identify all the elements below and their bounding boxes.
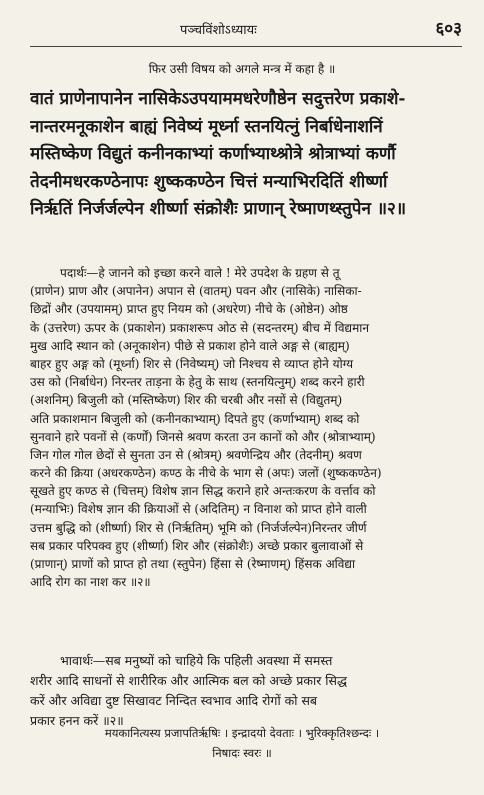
bhavartha-line: शरीर आदि साधनों से शारीरिक और आत्मिक बल को अच्छे प्रकार सिद्ध [30,673,347,688]
padartha-line: (प्राणेन) प्राण और (अपानेन) अपान से (वातम्) पवन और (नासिके) नासिका- [30,284,362,299]
mantra-line: तेदनीमधरकण्ठेनापः शुष्ककण्ठेन चित्तं मन्याभिरदितिं शीर्ष्णा [30,171,388,192]
padartha-line: सुनवाने हारे पवनों से (कर्णों) जिनसे श्रवण करता उन कानों को और (श्रोत्राभ्याम्) [30,429,376,444]
padartha-block [30,264,462,591]
padartha-line: उस को (निर्बाधेन) निरन्तर ताड़ना के हेतु के साथ (स्तनयित्नुम्) शब्द करने हारी [30,375,365,390]
mantra-line: नान्तरमनूकाशेन बाह्यं निवेष्यं मूर्ध्ना स्तनयित्नुं निर्बाधेनाशनिं [30,116,383,137]
padartha-line: सब प्रकार परिपक्व हुए (शीर्ष्णा) शिर और (संक्रोशैः) अच्छे प्रकार बुलावाओं से [30,538,364,553]
padartha-line: सूखते हुए कण्ठ से (चित्तम्) विशेष ज्ञान सिद्ध कराने हारे अन्तःकरण के वर्त्ताव को [30,484,376,499]
padartha-line: छिद्रों और (उपयामम्) प्राप्त हुए नियम को (अधरेण) नीचे के (ओष्ठेन) ओष्ठ [30,302,348,317]
mantra-block [30,86,462,224]
page-number: ६०३ [435,19,462,39]
padartha-line: करने की क्रिया (अधरकण्ठेन) कण्ठ के नीचे के भाग से (अपः) जलों (शुष्ककण्ठेन) [30,466,382,481]
padartha-line: आदि रोग का नाश कर ॥२॥ [30,575,151,590]
bhavartha-line: करें और अविद्या दुष्ट सिखावट निन्दित स्वभाव आदि रोगों को सब [30,693,318,708]
padartha-line: (प्राणान्) प्राणों को प्राप्त हो तथा (स्तुपेन) हिंसा से (रेष्माणम्) हिंसक अविद्या [30,557,356,571]
padartha-line: मुख आदि स्थान को (अनूकाशेन) पीछे से प्रकाश होने वाले अङ्ग से (बाह्यम्) [30,338,350,353]
bhavartha-line: प्रकार हनन करें ॥२॥ [30,713,124,728]
svara-line: निषादः स्वरः ॥ [212,746,272,760]
intro-line: फिर उसी विषय को अगले मन्त्र में कहा है ॥ [148,62,336,76]
padartha-line: बाहर हुए अङ्ग को (मूर्ध्ना) शिर से (निवेष्यम्) जो निश्चय से व्याप्त होने योग्य [30,356,354,371]
padartha-line: (अशनिम्) बिजुली को (मस्तिष्केण) शिर की चरबी और नसों से (विद्युतम्) [30,393,343,408]
rishi-devata-line: मयकानित्यस्य प्रजापतिर्ऋषिः । इन्द्रादयो देवताः । भुरिक्कृतिश्छन्दः । [104,726,380,740]
padartha-line: (मन्याभिः) विशेष ज्ञान की क्रियाओं से (अदितिम्) न विनाश को प्राप्त होने वाली [30,502,367,517]
padartha-line: जिन गोल गोल छेदों से सुनता उन से (श्रोत्रम्) श्रवणेन्द्रिय और (तेदनीम्) श्रवण [30,447,362,462]
padartha-line: के (उत्तरेण) ऊपर के (प्रकाशेन) प्रकाशरूप ओठ से (सदन्तरम्) बीच में विद्यमान [30,320,370,335]
padartha-line: उत्तम बुद्धि को (शीर्ष्णा) शिर से (निर्ऋतिम्) भूमि को (निर्जर्जल्पेन)निरन्तर जीर्ण [30,520,367,535]
mantra-line: मस्तिष्केण विद्युतं कनीनकाभ्यां कर्णाभ्याथ्श्रोत्रे श्रोत्राभ्यां कर्णौ [30,144,396,164]
page-header [30,16,462,42]
bhavartha-line: भावार्थः—सब मनुष्यों को चाहिये कि पहिली अवस्था में समस्त [60,653,333,668]
bhavartha-block [30,651,462,731]
chapter-title: पञ्चविंशोऽध्यायः [180,23,257,38]
padartha-line: पदार्थः—हे जानने को इच्छा करने वाले ! मेरे उपदेश के ग्रहण से तू [60,266,340,280]
mantra-line: वातं प्राणेनापानेन नासिकेऽउपयाममधरेणौष्ठेन सदुत्तरेण प्रकाशे- [30,89,406,109]
padartha-line: अति प्रकाशमान बिजुली को (कनीनकाभ्याम्) दिपते हुए (कर्णाभ्याम्) शब्द को [30,411,360,426]
mantra-line: निर्ऋतिं निर्जर्जल्पेन शीर्ष्णा संक्रोशैः प्राणान् रेष्माणथ्स्तुपेन ॥२॥ [30,199,407,219]
header-rule [30,46,462,47]
